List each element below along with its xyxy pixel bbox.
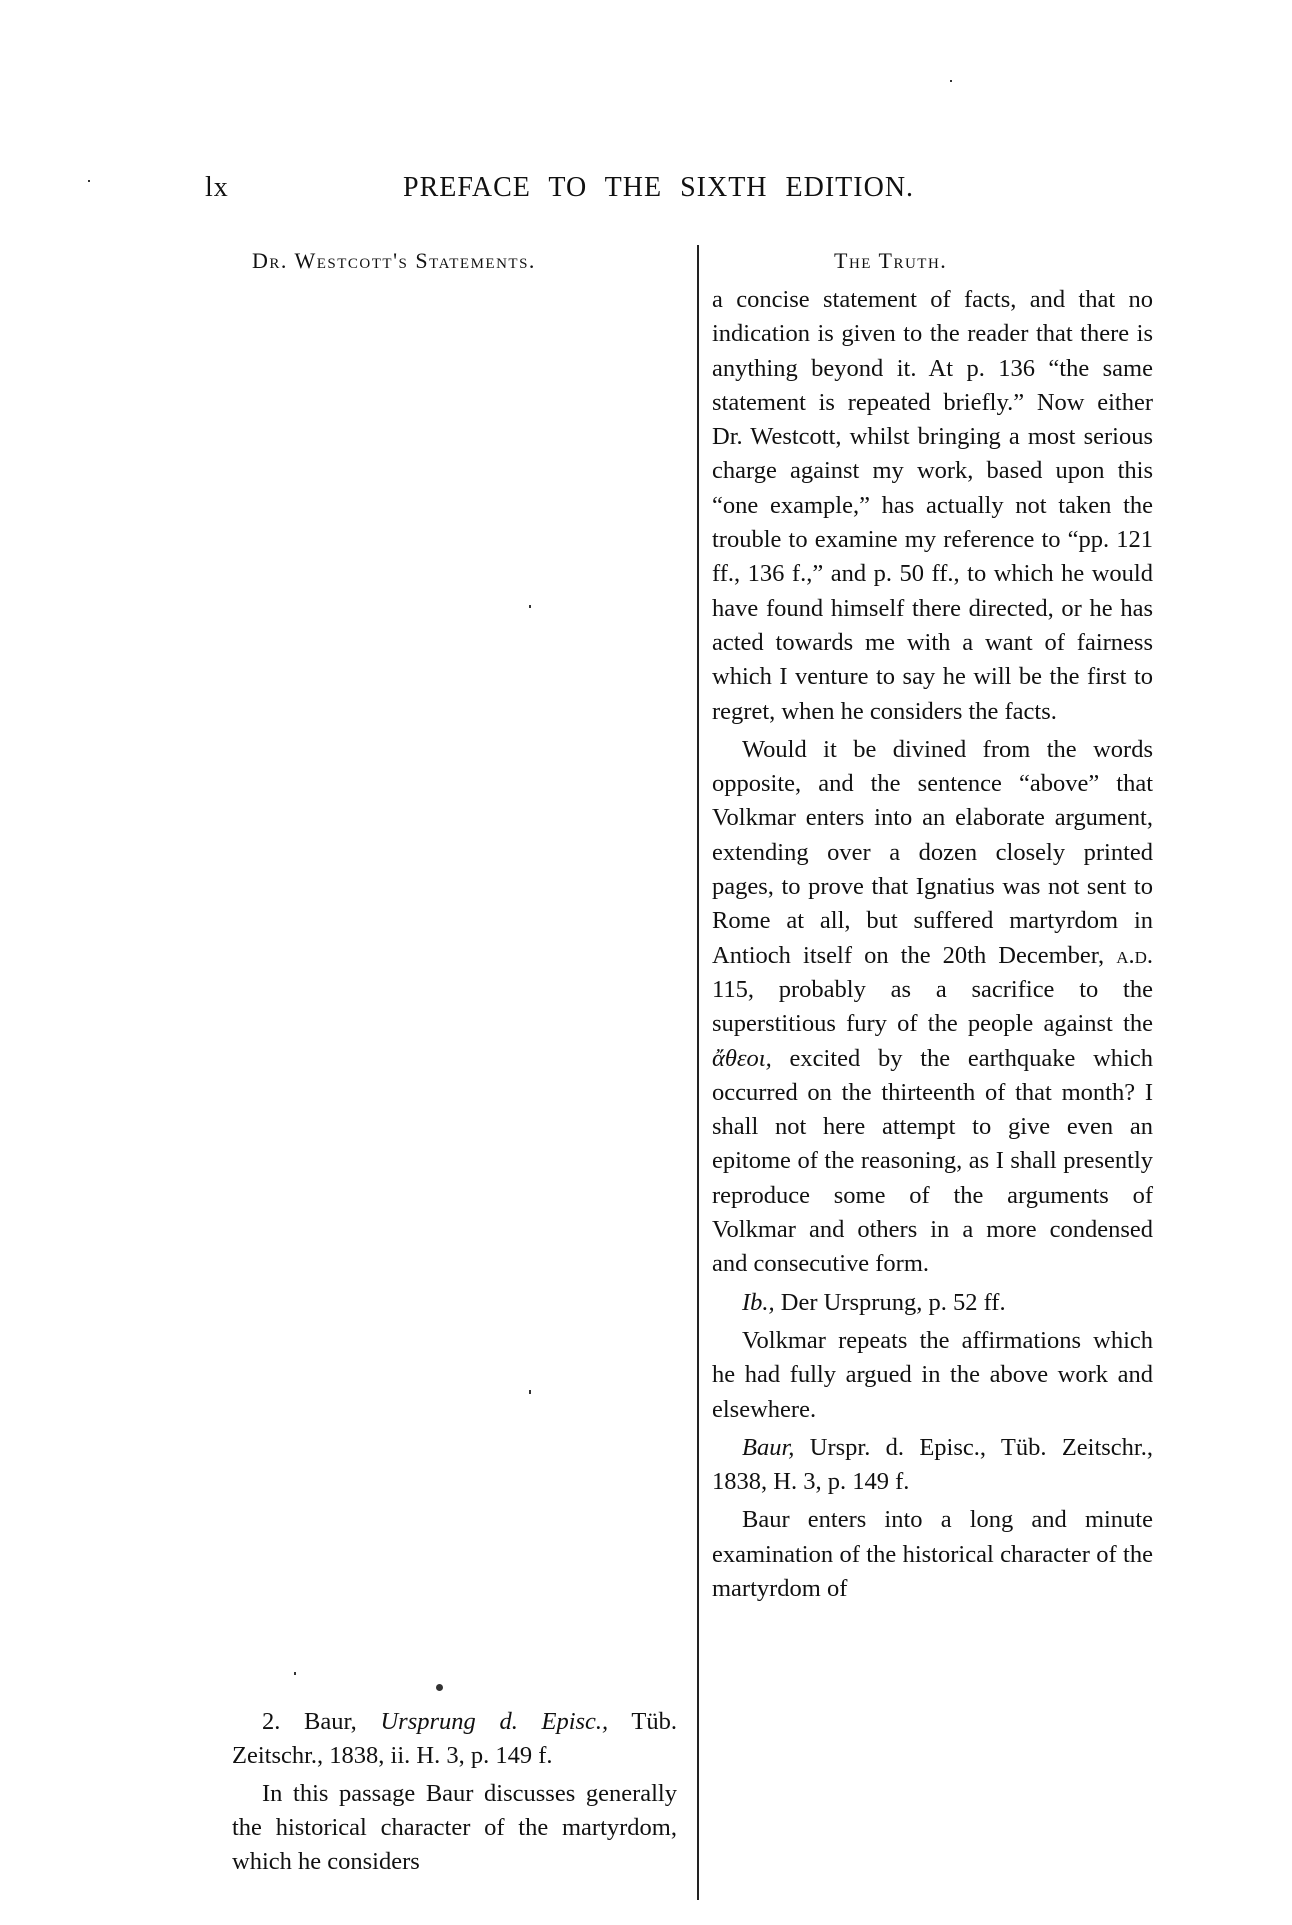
left-reference	[232, 1705, 677, 1773]
ink-speck	[88, 180, 90, 182]
ref1-citation: Der Ursprung, p. 52 ff.	[780, 1288, 1006, 1316]
left-paragraph-1: In this passage Baur discusses generally the historical character of the martyrdom, which he considers	[232, 1780, 677, 1875]
p2-text-after: 115, probably as a sacrifice to the superstitious fury of the people against the	[712, 975, 1153, 1038]
ink-speck	[294, 1672, 296, 1675]
right-paragraph-4: Baur enters into a long and minute examination of the historical character of the martyrdom of	[712, 1506, 1153, 1602]
page-number: lx	[205, 172, 229, 203]
left-column-heading: Dr. Westcott's Statements.	[252, 248, 536, 273]
right-column	[712, 283, 1153, 1606]
running-head	[205, 172, 1125, 212]
right-paragraph-1: a concise statement of facts, and that no indication is given to the reader that there is anything beyond it. At p. 136 “the same statement is repeated briefly.” Now either Dr. Westcott, whilst bringing a most serious charge against my work, based upon this “one example,” has actually not taken the trouble to examine my reference to “pp. 121 ff., 136 f.,” and p. 50 ff., to which he would have found himself there directed, or he has acted towards me with a want of fairness which I venture to say he will be the first to regret, when he considers the facts.	[712, 286, 1153, 725]
p2-text-end: excited by the earthquake which occurred on the thirteenth of that month? I shall not here attempt to give even an epitome of the reasoning, as I shall presently reproduce some of the arguments of Volkmar and others in a more condensed and consecutive form.	[712, 1044, 1153, 1278]
ink-speck	[529, 605, 531, 608]
ink-speck	[436, 1684, 443, 1691]
era-abbrev: a.d.	[1116, 941, 1153, 969]
ref2-citation: Urspr. d. Episc., Tüb. Zeitschr., 1838, H. 3, p. 149 f.	[712, 1433, 1153, 1496]
ink-speck	[950, 80, 952, 82]
right-column-heading: The Truth.	[834, 248, 948, 273]
left-ref-number: 2. Baur,	[262, 1708, 357, 1735]
running-title: PREFACE TO THE SIXTH EDITION.	[403, 172, 915, 203]
p2-text-before: Would it be divined from the words opposite, and the sentence “above” that Volkmar enters into an elaborate argument, extending over a dozen closely printed pages, to prove that Ignatius was not sent to Rome at all, but suffered martyrdom in Antioch itself on the 20th December,	[712, 735, 1153, 969]
ink-speck	[529, 1390, 531, 1394]
right-paragraph-2	[712, 733, 1153, 1282]
right-reference-1	[712, 1286, 1153, 1320]
ref1-author: Ib.,	[742, 1288, 775, 1316]
left-ref-title: Ursprung d. Episc.,	[380, 1708, 609, 1735]
left-ref-citation: Tüb. Zeitschr., 1838, ii. H. 3, p. 149 f.	[232, 1708, 677, 1769]
column-divider	[697, 245, 699, 1900]
right-reference-2	[712, 1431, 1153, 1500]
greek-word: ἄθεοι,	[712, 1044, 772, 1072]
ref2-author: Baur,	[742, 1433, 795, 1461]
right-paragraph-3: Volkmar repeats the affirmations which he had fully argued in the above work and elsewhere.	[712, 1326, 1153, 1423]
left-column	[232, 1705, 677, 1879]
